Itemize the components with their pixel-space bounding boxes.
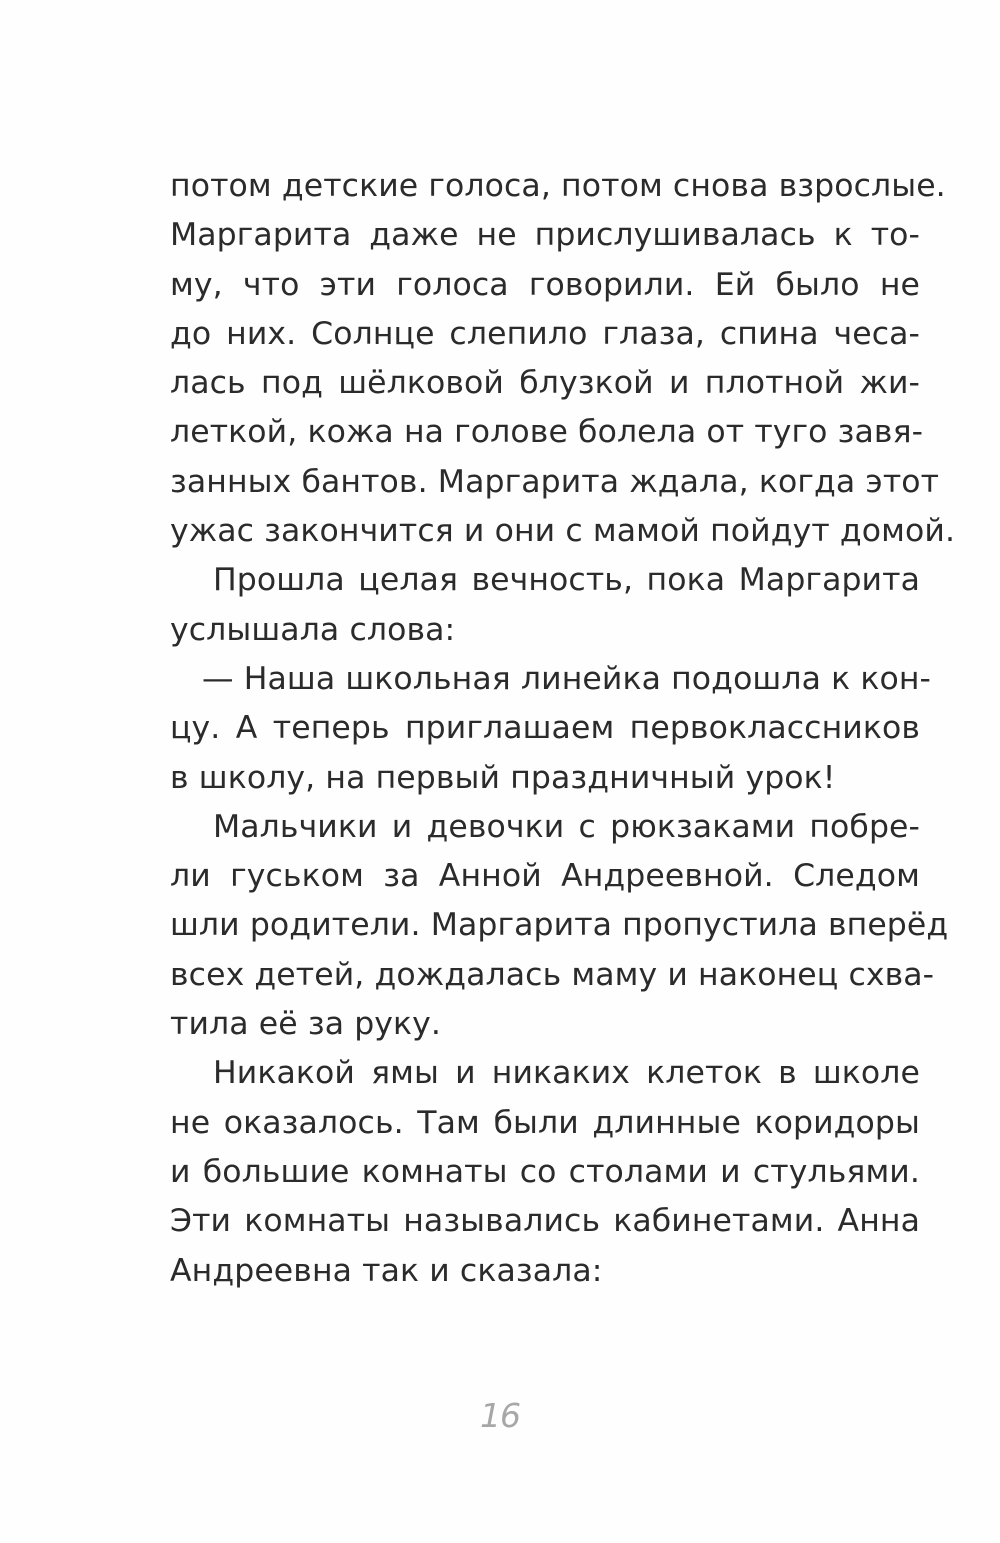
text-line: до них. Солнце слепило глаза, спина чеса- — [170, 315, 920, 352]
paragraph-start-line: Прошла целая вечность, пока Маргарита — [213, 562, 920, 599]
page-number: 16 — [480, 1396, 520, 1435]
paragraph-start-line: Мальчики и девочки с рюкзаками побре- — [213, 808, 920, 845]
text-line: му, что эти голоса говорили. Ей было не — [170, 266, 920, 303]
text-line: Эти комнаты назывались кабинетами. Анна — [170, 1203, 920, 1240]
dialogue-line: — Наша школьная линейка подошла к кон- — [202, 660, 932, 697]
text-line: леткой, кожа на голове болела от туго завя- — [170, 414, 924, 451]
text-line: не оказалось. Там были длинные коридоры — [170, 1104, 920, 1141]
text-line: всех детей, дождалась маму и наконец схва- — [170, 956, 935, 993]
text-line: и большие комнаты со столами и стульями. — [170, 1153, 920, 1190]
text-line: занных бантов. Маргарита ждала, когда этот — [170, 463, 940, 500]
text-line: ужас закончится и они с мамой пойдут домой. — [170, 513, 956, 550]
text-line: потом детские голоса, потом снова взрослые. — [170, 168, 946, 204]
text-line: тила её за руку. — [170, 1006, 442, 1043]
text-line: шли родители. Маргарита пропустила вперёд — [170, 907, 949, 944]
text-line: Маргарита даже не прислушивалась к то- — [170, 217, 920, 254]
text-line: услышала слова: — [170, 611, 456, 648]
text-line: цу. А теперь приглашаем первоклассников — [170, 710, 920, 747]
paragraph-start-line: Никакой ямы и никаких клеток в школе — [213, 1055, 920, 1092]
text-line: ли гуськом за Анной Андреевной. Следом — [170, 858, 920, 895]
text-line: лась под шёлковой блузкой и плотной жи- — [170, 365, 920, 402]
text-line: Андреевна так и сказала: — [170, 1252, 603, 1289]
body-text — [170, 162, 956, 1296]
text-line: в школу, на первый праздничный урок! — [170, 759, 836, 796]
